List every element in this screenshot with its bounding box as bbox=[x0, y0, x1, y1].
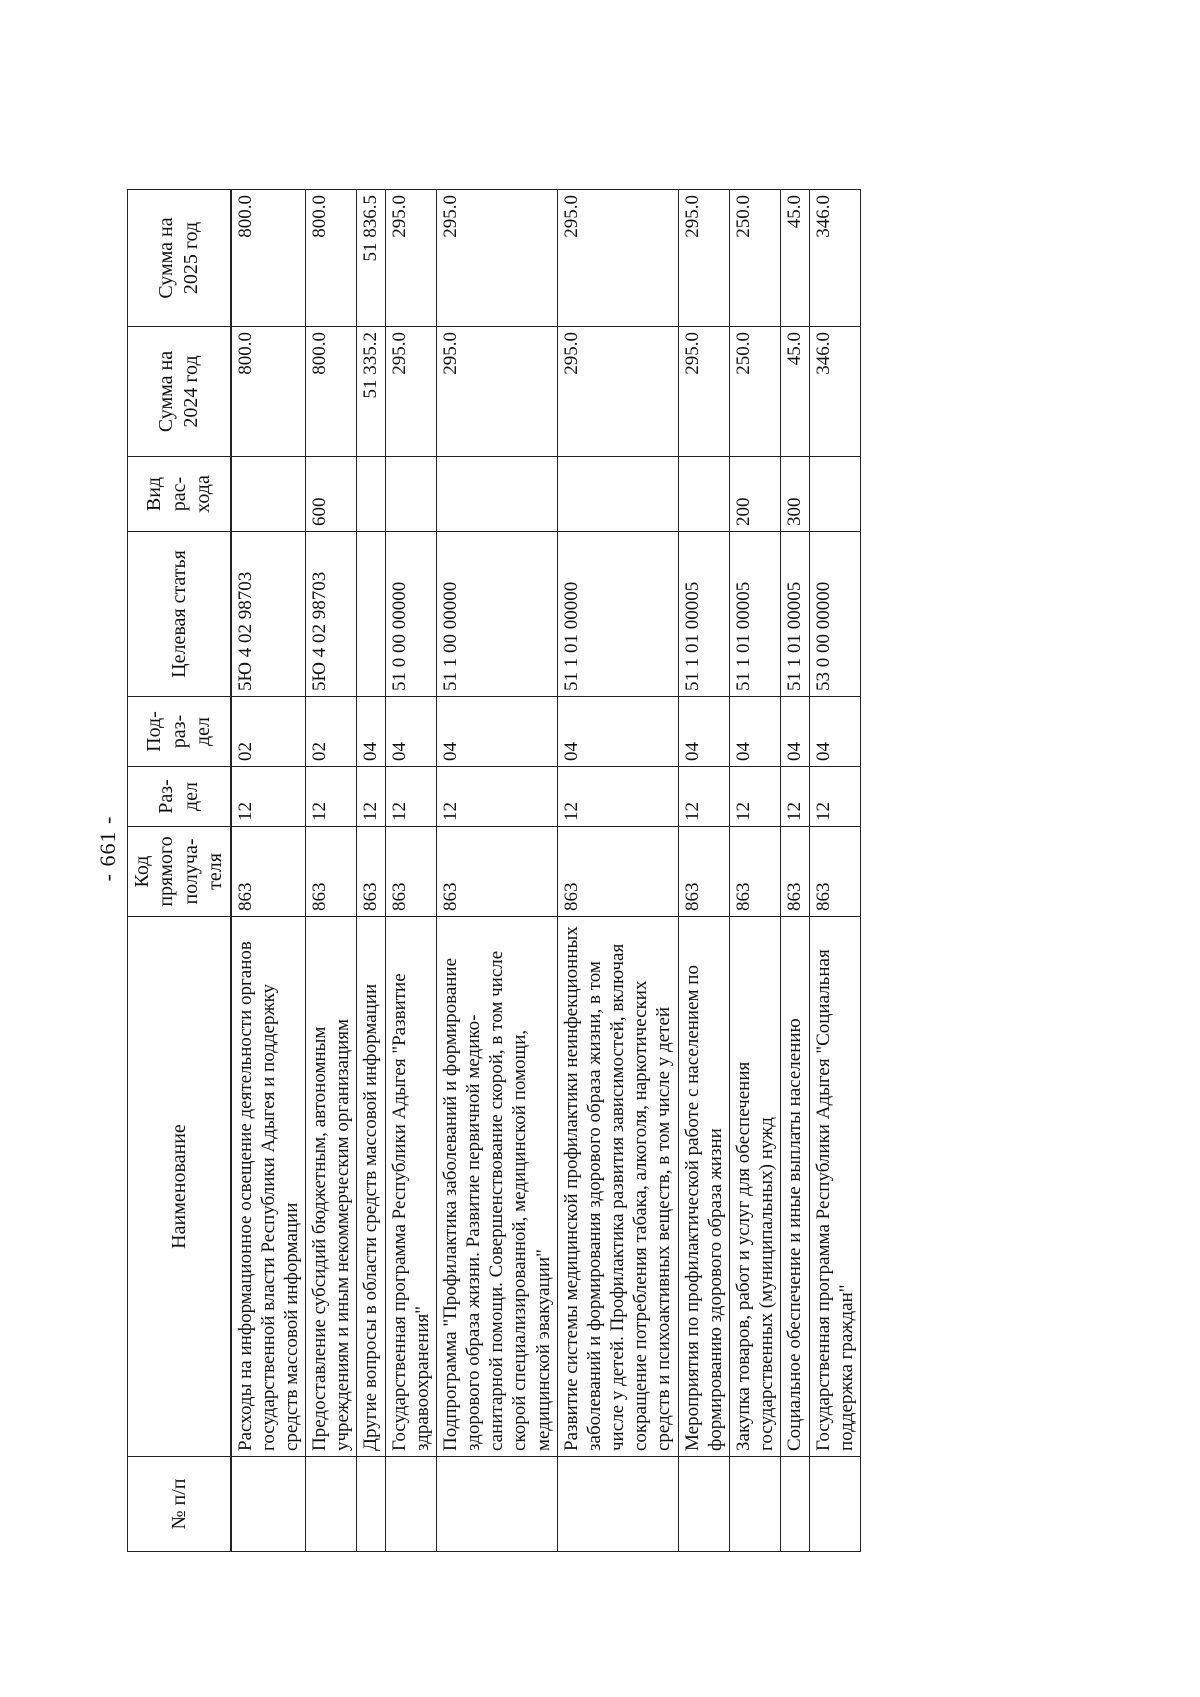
cell-podrazdel: 04 bbox=[357, 697, 385, 767]
cell-expense-type: 300 bbox=[781, 457, 809, 532]
cell-recipient-code: 863 bbox=[231, 827, 306, 917]
cell-sum-2024: 45.0 bbox=[781, 327, 809, 457]
header-expense-type: Вид рас-хода bbox=[128, 457, 231, 532]
cell-podrazdel: 04 bbox=[436, 697, 557, 767]
cell-name: Развитие системы медицинской профилактики неинфекционных заболеваний и формирования здорового образа жизни, в том числе у детей. Профилактика развития зависимостей, включая сокращение потребления табака, алкоголя, наркотических средств и психоактивных веществ, в том числе у детей bbox=[557, 917, 678, 1457]
cell-name: Расходы на информационное освещение деятельности органов государственной власти Республики Адыгея и поддержку средств массовой информации bbox=[231, 917, 306, 1457]
cell-target-article: 51 1 00 00000 bbox=[436, 532, 557, 697]
cell-target-article: 51 1 01 00005 bbox=[730, 532, 781, 697]
table-row bbox=[385, 190, 436, 1552]
cell-target-article bbox=[357, 532, 385, 697]
cell-no bbox=[385, 1457, 436, 1552]
cell-sum-2025: 295.0 bbox=[436, 190, 557, 327]
cell-expense-type: 200 bbox=[730, 457, 781, 532]
cell-sum-2025: 295.0 bbox=[678, 190, 729, 327]
table-row bbox=[231, 190, 306, 1552]
page-number: - 661 - bbox=[95, 815, 120, 882]
cell-no bbox=[306, 1457, 357, 1552]
cell-razdel: 12 bbox=[809, 767, 860, 827]
cell-name: Подпрограмма "Профилактика заболеваний и формирование здорового образа жизни. Развитие первичной медико-санитарной помощи. Совершенствование скорой, в том числе скорой специализированной, медицинской помощи, медицинской эвакуации" bbox=[436, 917, 557, 1457]
cell-no bbox=[436, 1457, 557, 1552]
table-row bbox=[306, 190, 357, 1552]
cell-sum-2024: 346.0 bbox=[809, 327, 860, 457]
header-sum-2024: Сумма на 2024 год bbox=[128, 327, 231, 457]
header-no: № п/п bbox=[128, 1457, 231, 1552]
cell-sum-2024: 800.0 bbox=[306, 327, 357, 457]
cell-name: Другие вопросы в области средств массовой информации bbox=[357, 917, 385, 1457]
cell-expense-type bbox=[385, 457, 436, 532]
cell-sum-2024: 51 335.2 bbox=[357, 327, 385, 457]
cell-razdel: 12 bbox=[557, 767, 678, 827]
cell-sum-2024: 295.0 bbox=[557, 327, 678, 457]
cell-no bbox=[730, 1457, 781, 1552]
cell-razdel: 12 bbox=[231, 767, 306, 827]
cell-no bbox=[678, 1457, 729, 1552]
cell-expense-type bbox=[231, 457, 306, 532]
cell-sum-2025: 800.0 bbox=[306, 190, 357, 327]
header-podrazdel: Под-раз-дел bbox=[128, 697, 231, 767]
cell-name: Предоставление субсидий бюджетным, автономным учреждениям и иным некоммерческим организациям bbox=[306, 917, 357, 1457]
cell-expense-type bbox=[678, 457, 729, 532]
budget-table bbox=[127, 189, 861, 1552]
cell-sum-2024: 250.0 bbox=[730, 327, 781, 457]
cell-sum-2025: 295.0 bbox=[385, 190, 436, 327]
cell-no bbox=[809, 1457, 860, 1552]
table-row bbox=[730, 190, 781, 1552]
cell-expense-type bbox=[809, 457, 860, 532]
cell-recipient-code: 863 bbox=[781, 827, 809, 917]
cell-target-article: 51 1 01 00000 bbox=[557, 532, 678, 697]
cell-razdel: 12 bbox=[385, 767, 436, 827]
cell-recipient-code: 863 bbox=[436, 827, 557, 917]
cell-razdel: 12 bbox=[730, 767, 781, 827]
header-razdel: Раз-дел bbox=[128, 767, 231, 827]
cell-sum-2025: 45.0 bbox=[781, 190, 809, 327]
cell-sum-2025: 51 836.5 bbox=[357, 190, 385, 327]
cell-name: Государственная программа Республики Адыгея "Социальная поддержка граждан" bbox=[809, 917, 860, 1457]
table-header-row bbox=[128, 190, 231, 1552]
cell-expense-type bbox=[557, 457, 678, 532]
cell-recipient-code: 863 bbox=[357, 827, 385, 917]
cell-target-article: 51 0 00 00000 bbox=[385, 532, 436, 697]
cell-podrazdel: 04 bbox=[809, 697, 860, 767]
header-target-article: Целевая статья bbox=[128, 532, 231, 697]
cell-podrazdel: 02 bbox=[231, 697, 306, 767]
cell-podrazdel: 04 bbox=[781, 697, 809, 767]
cell-target-article: 53 0 00 00000 bbox=[809, 532, 860, 697]
table-row bbox=[557, 190, 678, 1552]
cell-recipient-code: 863 bbox=[557, 827, 678, 917]
cell-recipient-code: 863 bbox=[385, 827, 436, 917]
cell-razdel: 12 bbox=[781, 767, 809, 827]
header-recipient-code: Код прямого получа-теля bbox=[128, 827, 231, 917]
cell-expense-type bbox=[436, 457, 557, 532]
cell-no bbox=[781, 1457, 809, 1552]
cell-sum-2024: 295.0 bbox=[678, 327, 729, 457]
cell-sum-2025: 295.0 bbox=[557, 190, 678, 327]
cell-recipient-code: 863 bbox=[678, 827, 729, 917]
cell-podrazdel: 04 bbox=[678, 697, 729, 767]
cell-name: Мероприятия по профилактической работе с населением по формированию здорового образа жизни bbox=[678, 917, 729, 1457]
cell-razdel: 12 bbox=[306, 767, 357, 827]
cell-expense-type bbox=[357, 457, 385, 532]
cell-recipient-code: 863 bbox=[306, 827, 357, 917]
cell-no bbox=[357, 1457, 385, 1552]
table-row bbox=[436, 190, 557, 1552]
table-row bbox=[357, 190, 385, 1552]
cell-podrazdel: 04 bbox=[385, 697, 436, 767]
cell-podrazdel: 04 bbox=[557, 697, 678, 767]
cell-podrazdel: 02 bbox=[306, 697, 357, 767]
cell-recipient-code: 863 bbox=[809, 827, 860, 917]
cell-target-article: 5Ю 4 02 98703 bbox=[231, 532, 306, 697]
table-row bbox=[678, 190, 729, 1552]
cell-razdel: 12 bbox=[436, 767, 557, 827]
header-sum-2025: Сумма на 2025 год bbox=[128, 190, 231, 327]
cell-sum-2025: 250.0 bbox=[730, 190, 781, 327]
cell-sum-2024: 295.0 bbox=[436, 327, 557, 457]
cell-target-article: 51 1 01 00005 bbox=[678, 532, 729, 697]
header-name: Наименование bbox=[128, 917, 231, 1457]
cell-no bbox=[231, 1457, 306, 1552]
cell-sum-2024: 295.0 bbox=[385, 327, 436, 457]
cell-razdel: 12 bbox=[357, 767, 385, 827]
cell-razdel: 12 bbox=[678, 767, 729, 827]
cell-name: Государственная программа Республики Адыгея "Развитие здравоохранения" bbox=[385, 917, 436, 1457]
cell-sum-2025: 346.0 bbox=[809, 190, 860, 327]
cell-target-article: 5Ю 4 02 98703 bbox=[306, 532, 357, 697]
cell-recipient-code: 863 bbox=[730, 827, 781, 917]
cell-target-article: 51 1 01 00005 bbox=[781, 532, 809, 697]
table-row bbox=[781, 190, 809, 1552]
cell-name: Социальное обеспечение и иные выплаты населению bbox=[781, 917, 809, 1457]
cell-no bbox=[557, 1457, 678, 1552]
cell-podrazdel: 04 bbox=[730, 697, 781, 767]
table-row bbox=[809, 190, 860, 1552]
cell-sum-2025: 800.0 bbox=[231, 190, 306, 327]
cell-expense-type: 600 bbox=[306, 457, 357, 532]
cell-sum-2024: 800.0 bbox=[231, 327, 306, 457]
cell-name: Закупка товаров, работ и услуг для обеспечения государственных (муниципальных) нужд bbox=[730, 917, 781, 1457]
